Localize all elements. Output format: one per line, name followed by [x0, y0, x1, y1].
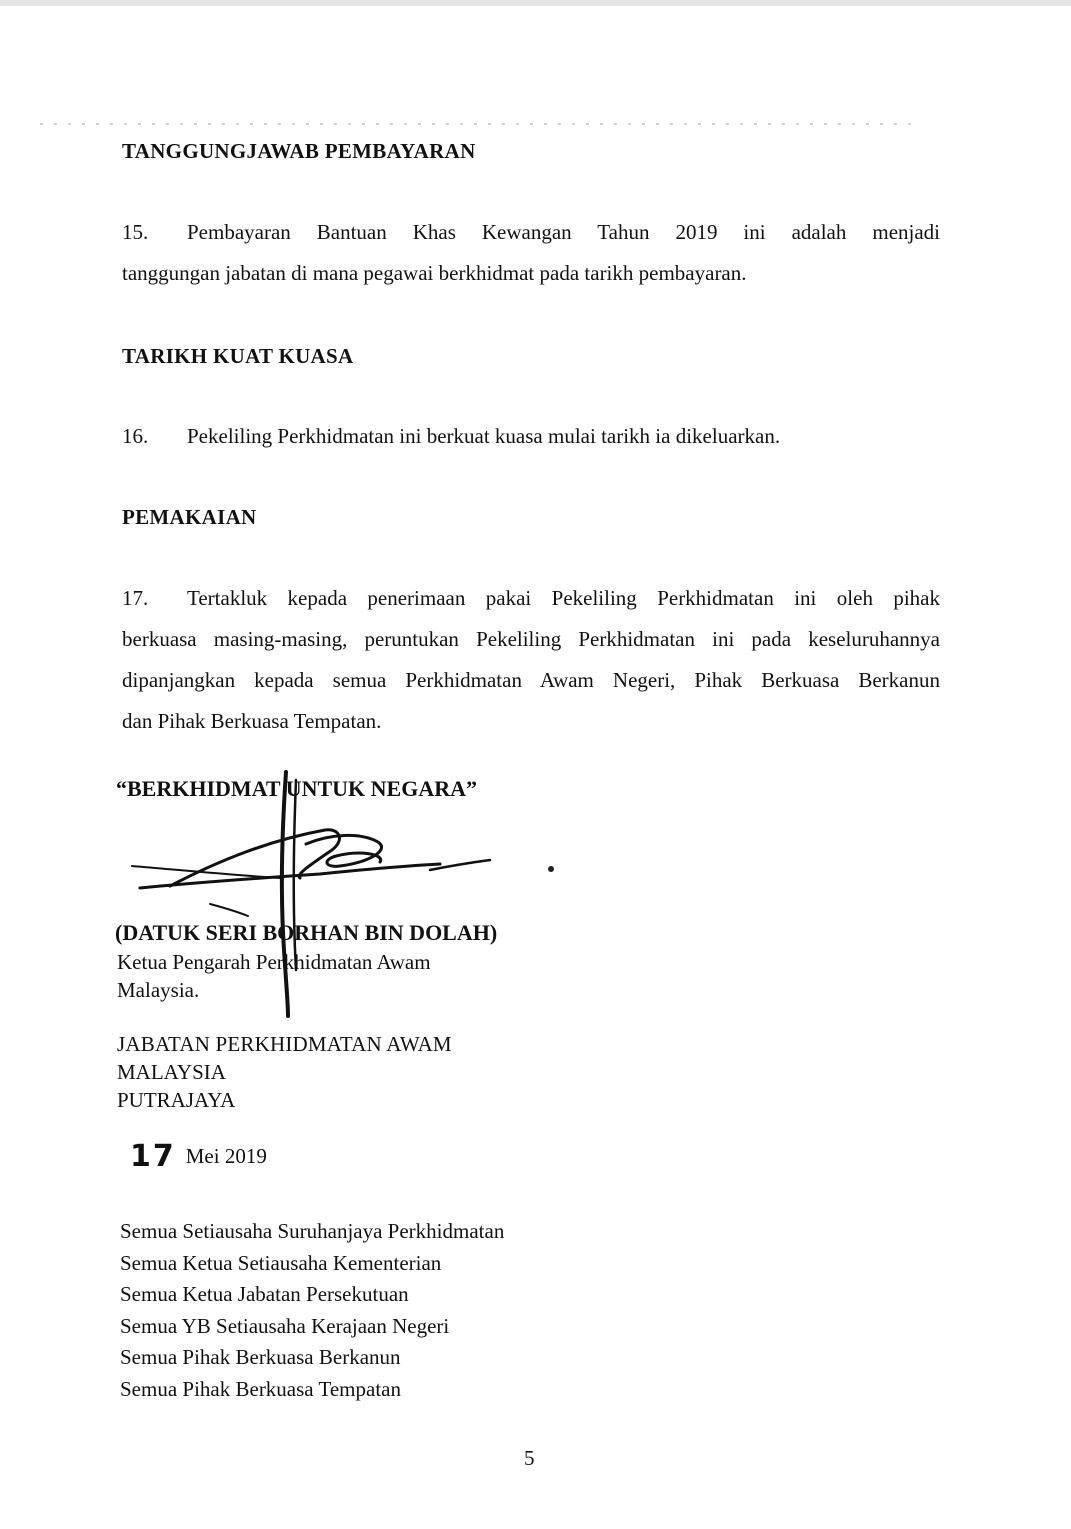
issue-date — [130, 1139, 267, 1174]
list-item: Semua Setiausaha Suruhanjaya Perkhidmatan — [120, 1219, 505, 1243]
section-heading-application: PEMAKAIAN — [122, 505, 257, 529]
month-year: Mei 2019 — [185, 1144, 267, 1168]
ink-dot — [548, 866, 554, 872]
list-item: Semua Ketua Setiausaha Kementerian — [120, 1250, 442, 1275]
paragraph-17-line-1: 17. Tertakluk kepada penerimaan pakai Pekeliling Perkhidmatan ini oleh pihak — [122, 578, 940, 619]
section-heading-effective-date: TARIKH KUAT KUASA — [122, 344, 354, 368]
paragraph-17-line-3: dipanjangkan kepada semua Perkhidmatan Awam Negeri, Pihak Berkuasa Berkanun — [122, 668, 940, 692]
list-item: Semua Pihak Berkuasa Tempatan — [120, 1376, 401, 1401]
paragraph-17 — [122, 578, 940, 742]
paragraph-15-line-2: tanggungan jabatan di mana pegawai berkhidmat pada tarikh pembayaran. — [122, 261, 747, 285]
list-item: Semua YB Setiausaha Kerajaan Negeri — [120, 1313, 450, 1338]
paragraph-15 — [122, 212, 940, 294]
signatory-name: (DATUK SERI BORHAN BIN DOLAH) — [115, 920, 498, 945]
paragraph-number: 16. — [122, 424, 149, 448]
paragraph-17-line-2: berkuasa masing-masing, peruntukan Pekeliling Perkhidmatan ini pada keseluruhannya — [122, 627, 940, 651]
list-item: Semua Ketua Jabatan Persekutuan — [120, 1282, 409, 1307]
recipient-list — [120, 1216, 504, 1406]
section-heading-payment-responsibility: TANGGUNGJAWAB PEMBAYARAN — [122, 139, 476, 163]
paragraph-number: 17. — [122, 586, 149, 610]
paragraph-15-line-1: 15. Pembayaran Bantuan Khas Kewangan Tahun 2019 ini adalah menjadi — [122, 212, 940, 253]
paragraph-17-line-4: dan Pihak Berkuasa Tempatan. — [122, 709, 382, 733]
office-line-3: PUTRAJAYA — [117, 1088, 236, 1112]
list-item: Semua Pihak Berkuasa Berkanun — [120, 1345, 401, 1370]
scan-artifact-line — [40, 123, 920, 125]
paragraph-16-line-1: 16. Pekeliling Perkhidmatan ini berkuat kuasa mulai tarikh ia dikeluarkan. — [122, 416, 940, 457]
office-line-2: MALAYSIA — [117, 1060, 226, 1084]
motto: “BERKHIDMAT UNTUK NEGARA” — [116, 776, 477, 801]
signatory-title-line-2: Malaysia. — [117, 978, 200, 1002]
office-line-1: JABATAN PERKHIDMATAN AWAM — [117, 1032, 452, 1056]
page-number: 5 — [524, 1446, 535, 1470]
paragraph-number: 15. — [122, 220, 149, 244]
signatory-title-line-1: Ketua Pengarah Perkhidmatan Awam — [117, 950, 431, 974]
handwritten-day: 17 — [130, 1139, 176, 1174]
scan-top-edge — [0, 0, 1071, 6]
paragraph-16 — [122, 416, 940, 457]
